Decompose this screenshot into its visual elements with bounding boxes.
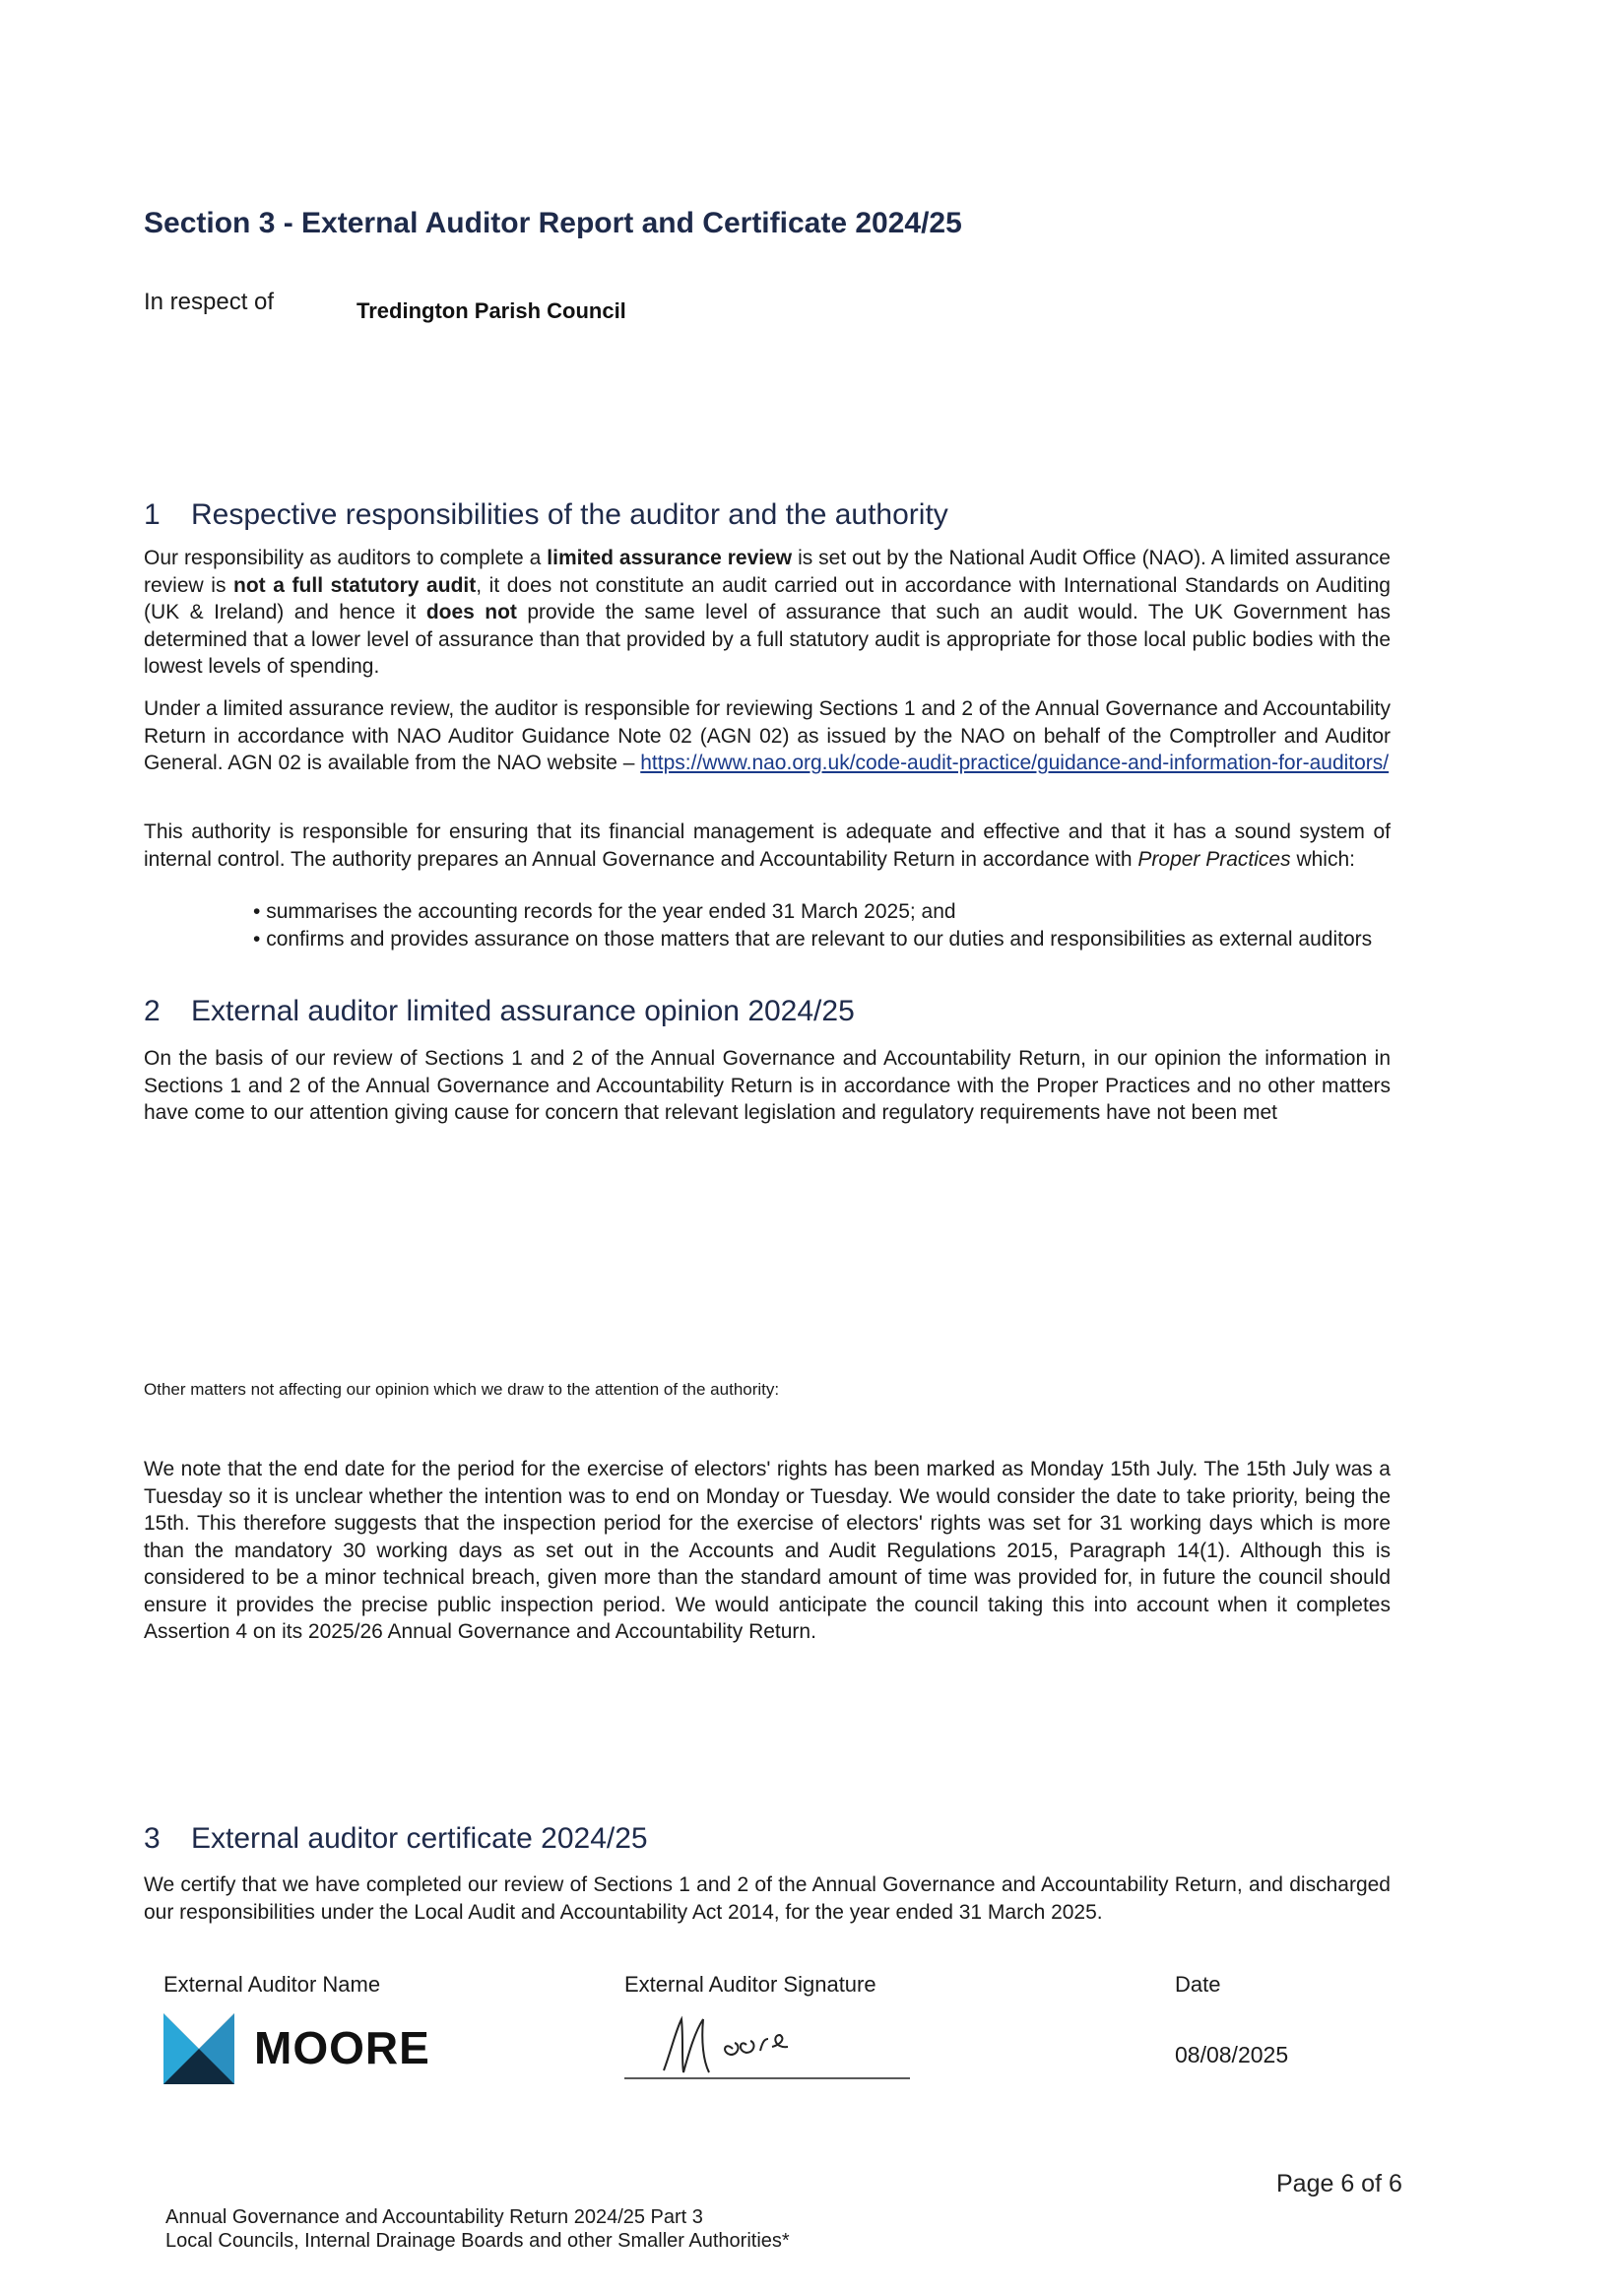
- section-3-title: External auditor certificate 2024/25: [191, 1822, 648, 1855]
- opinion-paragraph: On the basis of our review of Sections 1 and 2 of the Annual Governance and Accountability Return, in our opinion the information in Sections 1 and 2 of the Annual Governance and Accountability Return is in accordance with the Proper Practices and no other matters have come to our attention giving cause for concern that relevant legislation and regulatory requirements have not been met: [144, 1047, 1391, 1124]
- auditor-name-label: External Auditor Name: [163, 1972, 381, 1997]
- section-1-title: Respective responsibilities of the auditor and the authority: [191, 498, 948, 531]
- footer-line-1: Annual Governance and Accountability Return 2024/25 Part 3: [165, 2206, 703, 2228]
- respect-label: In respect of: [144, 289, 275, 315]
- footer-line-2: Local Councils, Internal Drainage Boards and other Smaller Authorities*: [165, 2230, 790, 2252]
- other-matters-paragraph: We note that the end date for the period for the exercise of electors' rights has been marked as Monday 15th July. The 15th July was a Tuesday so it is unclear whether the intention was to end on Monday or Tuesday. We would consider the date to take priority, being the 15th. This therefore suggests that the inspection period for the exercise of electors' rights was set for 31 working days which is more than the mandatory 30 working days as set out in the Accounts and Audit Regulations 2015, Paragraph 14(1). Although this is considered to be a minor technical breach, given more than the standard amount of time was provided for, in future the council should ensure it provides the precise public inspection period. We would anticipate the council taking this into account when it completes Assertion 4 on its 2025/26 Annual Governance and Accountability Return.: [144, 1458, 1391, 1643]
- responsibility-bullets: [253, 898, 1391, 952]
- not-full-audit-bold: not a full statutory audit: [233, 573, 477, 597]
- section-1-heading: [144, 498, 948, 532]
- does-not-bold: does not: [425, 601, 517, 623]
- other-matters-label: Other matters not affecting our opinion which we draw to the attention of the authority:: [144, 1380, 780, 1399]
- auditor-name: MOORE: [254, 2022, 430, 2073]
- limited-review-paragraph: Under a limited assurance review, the auditor is responsible for reviewing Sections 1 and 2 of the Annual Governance and Accountability Return in accordance with NAO Auditor Guidance Note 02 (AGN 02) as issued by the NAO on behalf of the Comptroller and Auditor General. AGN 02 is available from the NAO website – https://www.nao.org.uk/code-audit-practice/guidance-and-information-for-auditors/: [144, 697, 1391, 774]
- section-2-title: External auditor limited assurance opinion 2024/25: [191, 995, 855, 1027]
- page-number: Page 6 of 6: [1276, 2170, 1402, 2198]
- moore-logo-icon: [163, 2013, 234, 2084]
- nao-guidance-link[interactable]: https://www.nao.org.uk/code-audit-practice/guidance-and-information-for-auditors/: [640, 752, 1390, 774]
- section-3-heading: [144, 1822, 648, 1856]
- certificate-paragraph: We certify that we have completed our review of Sections 1 and 2 of the Annual Governance and Accountability Return, and discharged our responsibilities under the Local Audit and Accountability Act 2014, for the year ended 31 March 2025.: [144, 1873, 1391, 1924]
- list-item: • confirms and provides assurance on those matters that are relevant to our duties and responsibilities as external auditors: [253, 926, 1391, 953]
- section-2-number: 2: [144, 995, 161, 1027]
- authority-name: Tredington Parish Council: [357, 298, 626, 323]
- page-title: Section 3 - External Auditor Report and Certificate 2024/25: [144, 207, 962, 239]
- authority-responsibility-paragraph: This authority is responsible for ensuring that its financial management is adequate and effective and that it has a sound system of internal control. The authority prepares an Annual Governance and Accountability Return in accordance with Proper Practices which:: [144, 820, 1391, 871]
- limited-assurance-review-bold: limited assurance review: [547, 547, 793, 569]
- section-3-number: 3: [144, 1822, 161, 1855]
- list-item: • summarises the accounting records for the year ended 31 March 2025; and: [253, 898, 1391, 926]
- section-2-heading: [144, 995, 855, 1028]
- responsibility-paragraph: Our responsibility as auditors to complete a limited assurance review is set out by the National Audit Office (NAO). A limited assurance review is not a full statutory audit, it does not constitute an audit carried out in accordance with International Standards on Auditing (UK & Ireland) and hence it does not provide the same level of assurance that such an audit would. The UK Government has determined that a lower level of assurance than that provided by a full statutory audit is appropriate for those local public bodies with the lowest levels of spending.: [144, 547, 1391, 678]
- section-1-number: 1: [144, 498, 161, 531]
- certificate-date: 08/08/2025: [1175, 2042, 1289, 2067]
- date-label: Date: [1175, 1972, 1221, 1997]
- proper-practices-italic: Proper Practices: [1137, 847, 1291, 871]
- auditor-signature: [624, 2009, 910, 2088]
- auditor-signature-label: External Auditor Signature: [624, 1972, 876, 1997]
